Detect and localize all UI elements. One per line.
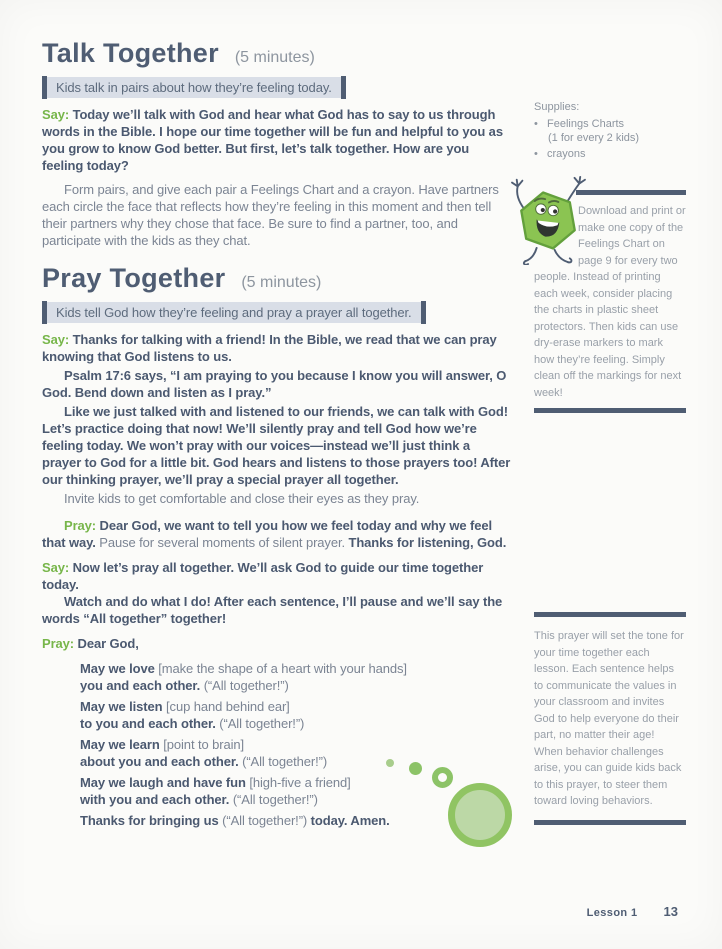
silent-prayer-paragraph: Pray: Dear God, we want to tell you how we feel today and why we feel that way. Pause for several moments of silent prayer. Thanks for listening, God. (42, 518, 507, 550)
tip-text-content: Download and print or make one copy of the Feelings Chart on page 9 for every two people. Instead of printing each week, consider placing the charts in plastic sheet protectors. Then kids can use dry-erase markers to mark how they’re feeling. Simply clean off the markings for next week! (534, 205, 686, 399)
pray-section-duration: (5 minutes) (241, 274, 322, 291)
supply-detail: (1 for every 2 kids) (548, 132, 640, 144)
lesson-content (42, 36, 512, 836)
prayer-line-text: May we listen [cup hand behind ear] (80, 699, 290, 714)
prayer-line-text: May we love [make the shape of a heart with your hands] (80, 661, 407, 676)
talk-together-heading (42, 36, 512, 73)
invite-line: Invite kids to get comfortable and close their eyes as they pray. (64, 491, 420, 506)
note-bottom-bar (534, 820, 686, 825)
page-number: 13 (663, 904, 678, 919)
supplies-list (534, 100, 690, 163)
supply-text (547, 147, 586, 161)
talk-section-title: Talk Together (42, 38, 219, 68)
say-all-together-line: Say: Now let’s pray all together. We’ll ask God to guide our time together today. (42, 560, 484, 592)
supply-item-crayons (534, 147, 690, 161)
pray-section-title: Pray Together (42, 263, 226, 293)
tip-callout (534, 190, 686, 413)
talk-say-paragraph: Say: Today we’ll talk with God and hear what God has to say to us through words in the Bible. I hope our time together will be fun and helpful to you as you grow to know God better. But first, let’s talk together. How are you feeling today? (42, 107, 503, 173)
talk-summary-bar: Kids talk in pairs about how they’re feeling today. (42, 77, 346, 98)
supply-item-feelings-charts (534, 117, 690, 145)
supply-label: crayons (547, 148, 586, 160)
supply-text (547, 117, 639, 145)
hexagon-character-icon (510, 175, 586, 265)
prayer-line-text: May we learn [point to brain] (80, 737, 245, 752)
prayer-line-text: May we laugh and have fun [high-five a friend] (80, 775, 351, 790)
prayer-note-callout (534, 612, 686, 825)
talk-section-duration: (5 minutes) (234, 49, 315, 66)
prayer-line-text: about you and each other. (“All together!”) (80, 754, 328, 769)
prayer-line-text: to you and each other. (“All together!”) (80, 716, 305, 731)
callout-bottom-bar (534, 408, 686, 413)
bullet-icon: • (534, 148, 538, 160)
supplies-title: Supplies: (534, 101, 580, 113)
pray-summary-wrap (42, 302, 512, 323)
pray-together-heading (42, 261, 512, 298)
green-circle-ring (432, 767, 453, 788)
prayer-closing-line: Thanks for bringing us (“All together!”) today. Amen. (80, 813, 390, 828)
pray-summary-bar: Kids tell God how they’re feeling and pray a prayer all together. (42, 302, 426, 323)
green-circle-large (448, 783, 512, 847)
talk-summary-wrap (42, 77, 512, 98)
practice-paragraph: Like we just talked with and listened to our friends, we can talk with God! Let’s practice doing that now! We’ll silently pray and tell God how we’re feeling today. We won’t pray with our voices—instead we’ll just think a prayer to God for a little bit. God hears and listens to those prayers too! After our thinking prayer, we’ll pray a special prayer all together. (42, 404, 511, 487)
prayer-opening-line: Pray: Dear God, (42, 636, 139, 651)
prayer-line-text: with you and each other. (“All together!”) (80, 792, 318, 807)
note-text: This prayer will set the tone for your time together each lesson. Each sentence helps to communicate the values in your classroom and invites God to help everyone do their part, no matter their age! When behavior challenges arise, you can guide kids back to this prayer, to steer them toward loving behaviors. (534, 630, 684, 807)
watch-line: Watch and do what I do! After each sentence, I’ll pause and we’ll say the words “All together” together! (42, 594, 503, 626)
bullet-icon: • (534, 118, 538, 130)
prayer-line-text: you and each other. (“All together!”) (80, 678, 289, 693)
supply-label: Feelings Charts (547, 118, 625, 130)
prayer-line-learn (42, 736, 512, 770)
talk-instruction-paragraph: Form pairs, and give each pair a Feelings Chart and a crayon. Have partners each circle the face that reflects how they’re feeling in this moment and then tell their partners why they chose that face. Be sure to find a partner, too, and participate with the kids as they chat. (42, 182, 499, 248)
prayer-line-listen (42, 698, 512, 732)
page-footer (587, 904, 678, 919)
green-circle-small (409, 762, 422, 775)
pray-say-paragraph: Say: Thanks for talking with a friend! In the Bible, we read that we can pray knowing that God listens to us. (42, 332, 497, 364)
prayer-line-love (42, 660, 512, 694)
lesson-label: Lesson 1 (586, 907, 638, 919)
psalm-paragraph: Psalm 17:6 says, “I am praying to you because I know you will answer, O God. Bend down and listen as I pray.” (42, 368, 507, 400)
green-circle-tiny (386, 759, 394, 767)
